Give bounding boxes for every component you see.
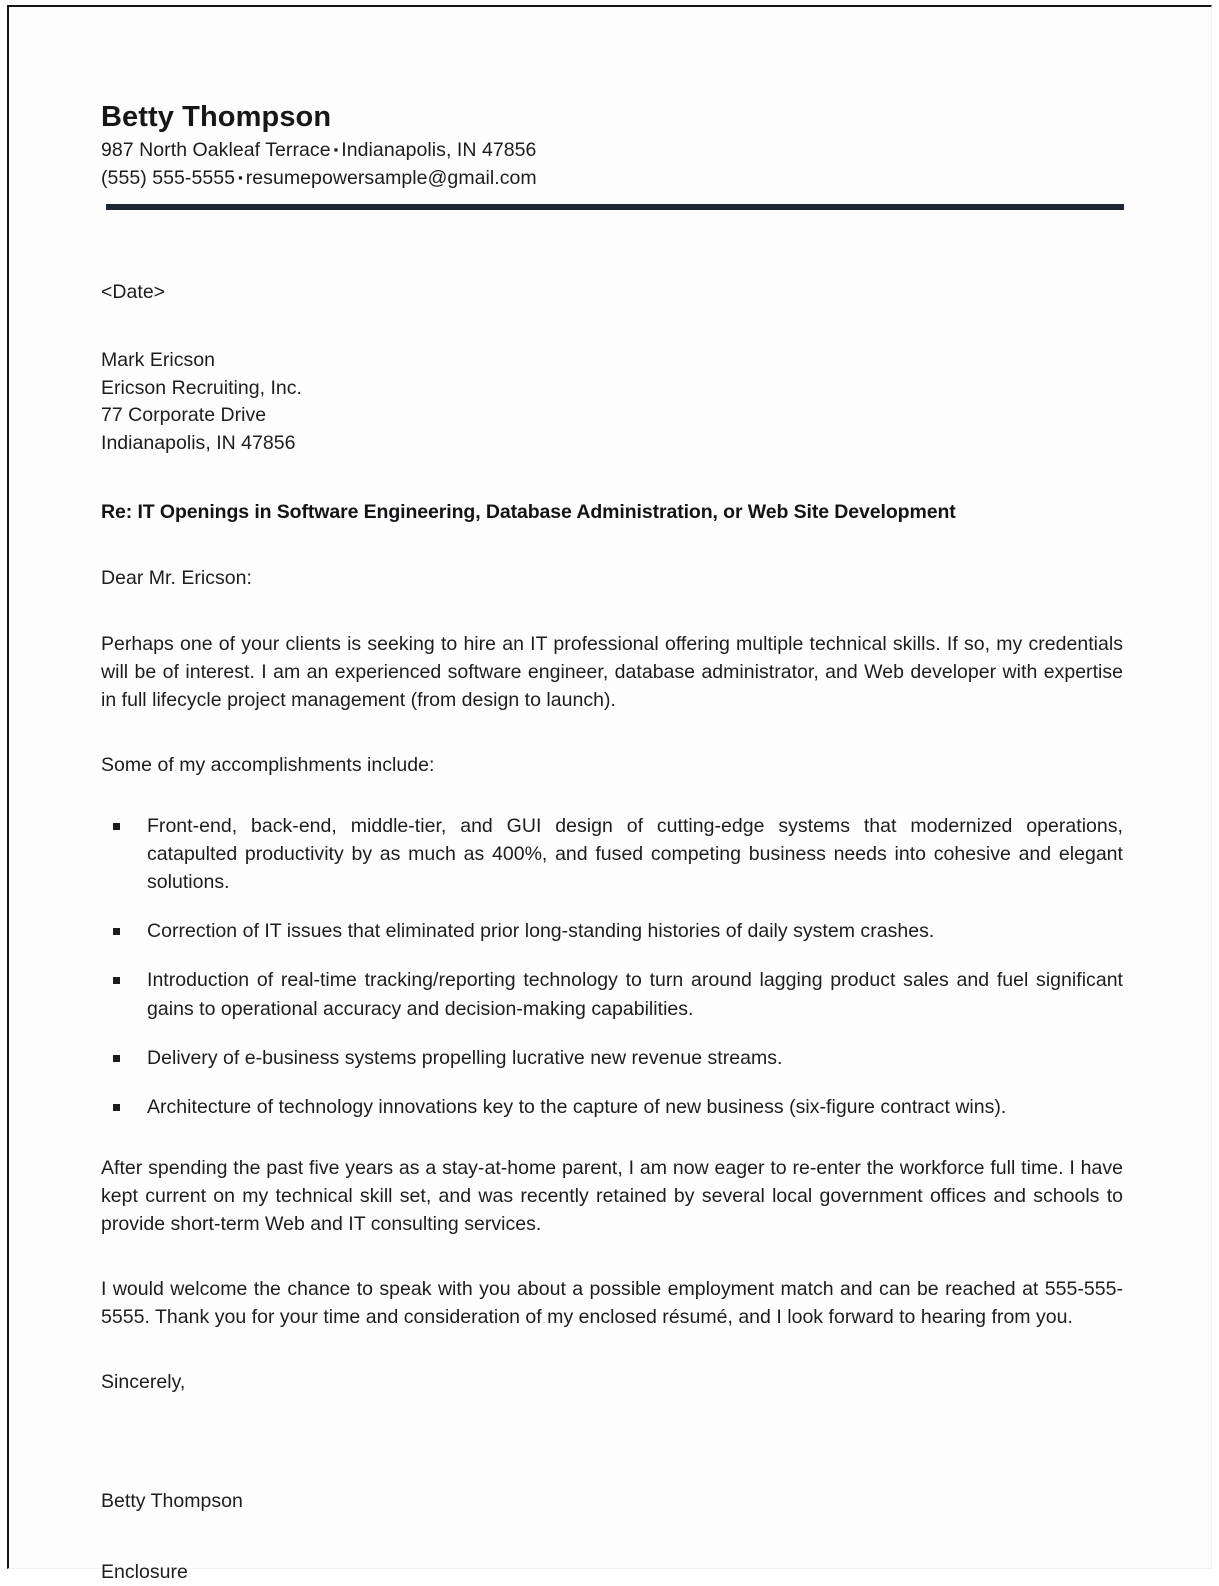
list-item [101, 966, 1123, 1022]
subject-line: Re: IT Openings in Software Engineering, Database Administration, or Web Site Development [101, 500, 956, 523]
recipient-city-state-zip: Indianapolis, IN 47856 [101, 431, 296, 454]
separator-icon: ▪ [333, 142, 339, 158]
letterhead [101, 101, 1123, 210]
list-item-text: Delivery of e-business systems propelling lucrative new revenue streams. [147, 1046, 783, 1069]
sign-off: Sincerely, [101, 1371, 186, 1394]
recipient-name: Mark Ericson [101, 348, 216, 371]
salutation: Dear Mr. Ericson: [101, 566, 252, 589]
separator-icon: ▪ [238, 170, 243, 186]
list-item-text: Architecture of technology innovations key to the capture of new business (six-figure contract wins). [147, 1095, 1007, 1118]
square-bullet-icon [113, 1104, 120, 1111]
return-to-work-paragraph: After spending the past five years as a stay-at-home parent, I am now eager to re-enter the workforce full time. I have kept current on my technical skill set, and was recently retained by several local government offices and schools to provide short-term Web and IT consulting services. [101, 1156, 1123, 1235]
call-to-action-paragraph: I would welcome the chance to speak with you about a possible employment match and can be reached at 555-555-5555. Thank you for your time and consideration of my enclosed résumé, and I look forward to hearing from you. [101, 1278, 1123, 1329]
sender-street: 987 North Oakleaf Terrace [101, 139, 331, 162]
sender-contact-line [101, 165, 1123, 193]
square-bullet-icon [113, 977, 120, 984]
list-item [101, 1044, 1123, 1072]
list-item-text: Correction of IT issues that eliminated prior long-standing histories of daily system crashes. [147, 920, 935, 943]
letter-content [101, 101, 1123, 1586]
recipient-address-block [101, 347, 1123, 458]
sender-email: resumepowersample@gmail.com [245, 167, 537, 190]
letter-body [101, 278, 1123, 1586]
signature-name: Betty Thompson [101, 1490, 243, 1513]
list-item [101, 1093, 1123, 1121]
sender-city-state-zip: Indianapolis, IN 47856 [341, 139, 537, 162]
sender-phone: (555) 555-5555 [101, 167, 236, 190]
recipient-company: Ericson Recruiting, Inc. [101, 376, 302, 399]
sender-address-line [101, 137, 1123, 165]
recipient-street: 77 Corporate Drive [101, 404, 267, 427]
square-bullet-icon [113, 823, 120, 830]
accomplishments-list [101, 812, 1123, 1121]
square-bullet-icon [113, 1055, 120, 1062]
list-item [101, 917, 1123, 945]
square-bullet-icon [113, 928, 120, 935]
faint-watermark [42, 1523, 152, 1541]
letter-page [7, 5, 1212, 1584]
list-item-text: Front-end, back-end, middle-tier, and GUI design of cutting-edge systems that modernized operations, catapulted productivity by as much as 400%, and fused competing business needs into cohesive and elegant solutions. [147, 815, 1123, 894]
date-placeholder: <Date> [101, 280, 166, 303]
letterhead-divider [106, 204, 1124, 210]
opening-paragraph: Perhaps one of your clients is seeking to hire an IT professional offering multiple technical skills. If so, my credentials will be of interest. I am an experienced software engineer, database administrator, and Web developer with expertise in full lifecycle project management (from design to launch). [101, 632, 1123, 711]
list-item-text: Introduction of real-time tracking/reporting technology to turn around lagging product sales and fuel significant gains to operational accuracy and decision-making capabilities. [147, 969, 1123, 1020]
list-item [101, 812, 1123, 896]
list-lead-in: Some of my accomplishments include: [101, 754, 435, 777]
sender-name: Betty Thompson [101, 101, 332, 133]
closing-block [101, 1368, 1123, 1586]
enclosure-note: Enclosure [101, 1561, 188, 1584]
